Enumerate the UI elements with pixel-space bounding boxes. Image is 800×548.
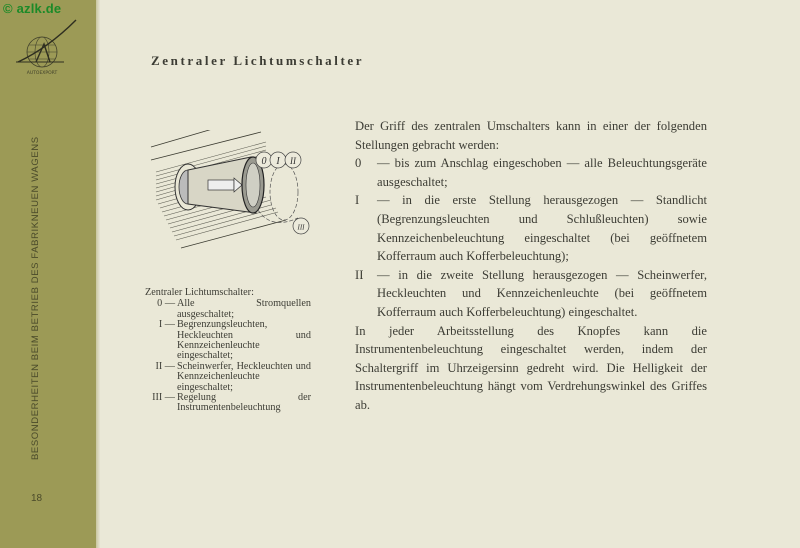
- light-switch-illustration-icon: [146, 130, 326, 290]
- position-label-3: III: [297, 223, 305, 232]
- position-text: — in die erste Stellung herausgezogen — Standlicht (Begrenzungsleuchten und Schlußleuchten) sowie Kennzeichenbeleuchtung eingeschaltet (bei geöffnetem Kofferraum auch Kofferbeleuchtung);: [377, 193, 707, 264]
- caption-item: [145, 299, 311, 320]
- position-text: — bis zum Anschlag eingeschoben — alle Beleuchtungsgeräte ausgeschaltet;: [377, 156, 707, 189]
- position-number: II: [355, 267, 364, 282]
- position-label-1: I: [276, 156, 280, 167]
- body-text: [355, 117, 707, 415]
- position-text: — in die zweite Stellung herausgezogen — Scheinwerfer, Heckleuchten und Kennzeichenleuchte (bei geöffnetem Kofferraum auch Kofferbeleuchtung) eingeschaltet.: [377, 267, 707, 319]
- caption-item: [145, 362, 311, 393]
- position-label-0: 0: [261, 156, 267, 167]
- caption-item: [145, 320, 311, 362]
- chapter-title: BESONDERHEITEN BEIM BETRIEB DES FABRIKNEUEN WAGENS: [30, 136, 41, 460]
- logo-label: AUTOEXPORT: [26, 71, 58, 76]
- caption-title: Zentraler Lichtumschalter:: [145, 287, 254, 298]
- caption-item: [145, 393, 311, 414]
- caption-item-text: Begrenzungsleuchten, Heckleuchten und Kennzeichenleuchte eingeschaltet;: [177, 319, 311, 362]
- caption-item-number: 0 —: [157, 298, 175, 310]
- position-item: [355, 266, 707, 322]
- caption-item-number: I —: [158, 319, 175, 331]
- closing-paragraph: In jeder Arbeitsstellung des Knopfes kann die Instrumentenbeleuchtung eingeschaltet werden, indem der Schaltergriff im Uhrzeigersinn gedreht wird. Die Helligkeit der Instrumentenbeleuchtung hängt vom Verdrehungswinkel des Griffes ab.: [355, 323, 707, 412]
- intro-paragraph: Der Griff des zentralen Umschalters kann in einer der folgenden Stellungen gebracht werden:: [355, 119, 707, 152]
- caption-item-number: III —: [152, 392, 175, 404]
- position-item: [355, 191, 707, 265]
- position-number: I: [355, 193, 360, 208]
- position-label-2: II: [290, 156, 296, 166]
- caption-item-text: Regelung der Instrumentenbeleuchtung: [177, 392, 311, 414]
- caption-item-number: II —: [155, 360, 175, 372]
- position-item: [355, 154, 707, 191]
- sidebar-band: [0, 0, 96, 548]
- globe-arrow-logo-icon: [8, 18, 78, 78]
- figure-caption: [145, 288, 311, 414]
- caption-item-text: Alle Stromquellen ausgeschaltet;: [177, 298, 311, 320]
- page-number: 18: [31, 493, 43, 504]
- position-number: 0: [355, 156, 362, 171]
- caption-item-text: Scheinwerfer, Heckleuchten und Kennzeichenleuchte eingeschaltet;: [177, 360, 311, 393]
- page-gutter: [96, 0, 100, 548]
- watermark: © azlk.de: [3, 1, 62, 16]
- section-heading: Zentraler Lichtumschalter: [151, 53, 365, 68]
